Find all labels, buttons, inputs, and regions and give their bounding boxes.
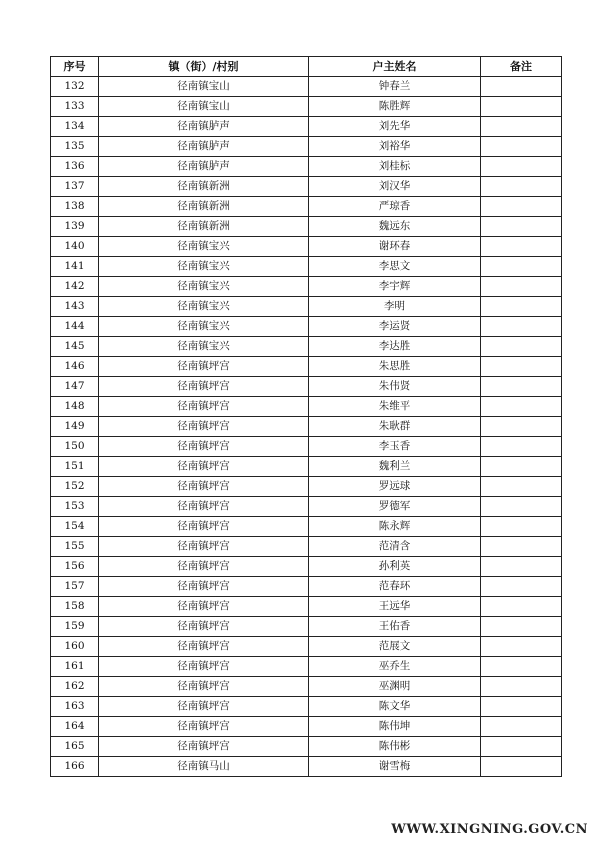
cell-householder-name: 刘裕华 [309, 137, 481, 157]
cell-remarks [481, 597, 562, 617]
cell-town-village: 径南镇坪宫 [99, 417, 309, 437]
cell-remarks [481, 757, 562, 777]
table-row [51, 117, 562, 137]
cell-remarks [481, 517, 562, 537]
table-row [51, 517, 562, 537]
cell-town-village: 径南镇宝兴 [99, 257, 309, 277]
cell-remarks [481, 637, 562, 657]
cell-remarks [481, 657, 562, 677]
table-row [51, 557, 562, 577]
cell-town-village: 径南镇坪宫 [99, 397, 309, 417]
table-row [51, 237, 562, 257]
cell-serial-number: 159 [51, 617, 99, 637]
cell-serial-number: 160 [51, 637, 99, 657]
table-row [51, 277, 562, 297]
cell-town-village: 径南镇坪宫 [99, 557, 309, 577]
cell-serial-number: 134 [51, 117, 99, 137]
cell-town-village: 径南镇坪宫 [99, 537, 309, 557]
cell-town-village: 径南镇新洲 [99, 177, 309, 197]
table-header-row [51, 57, 562, 77]
header-remarks: 备注 [481, 57, 562, 77]
cell-town-village: 径南镇坪宫 [99, 717, 309, 737]
cell-serial-number: 162 [51, 677, 99, 697]
cell-town-village: 径南镇坪宫 [99, 737, 309, 757]
cell-town-village: 径南镇新洲 [99, 197, 309, 217]
cell-town-village: 径南镇坪宫 [99, 457, 309, 477]
cell-town-village: 径南镇坪宫 [99, 617, 309, 637]
cell-town-village: 径南镇马山 [99, 757, 309, 777]
cell-serial-number: 154 [51, 517, 99, 537]
cell-householder-name: 朱思胜 [309, 357, 481, 377]
cell-remarks [481, 257, 562, 277]
cell-serial-number: 149 [51, 417, 99, 437]
cell-remarks [481, 117, 562, 137]
table-row [51, 657, 562, 677]
table-row [51, 137, 562, 157]
cell-town-village: 径南镇胪声 [99, 117, 309, 137]
table-row [51, 77, 562, 97]
cell-remarks [481, 217, 562, 237]
cell-remarks [481, 177, 562, 197]
cell-householder-name: 刘汉华 [309, 177, 481, 197]
cell-serial-number: 151 [51, 457, 99, 477]
cell-remarks [481, 577, 562, 597]
cell-town-village: 径南镇坪宫 [99, 517, 309, 537]
table-row [51, 97, 562, 117]
cell-remarks [481, 297, 562, 317]
table-row [51, 377, 562, 397]
header-town-village: 镇（街）/村别 [99, 57, 309, 77]
cell-householder-name: 谢雪梅 [309, 757, 481, 777]
table-row [51, 177, 562, 197]
cell-serial-number: 142 [51, 277, 99, 297]
table-row [51, 637, 562, 657]
cell-householder-name: 刘先华 [309, 117, 481, 137]
site-url-footer: WWW.XINGNING.GOV.CN [391, 822, 588, 837]
cell-serial-number: 166 [51, 757, 99, 777]
cell-serial-number: 147 [51, 377, 99, 397]
cell-serial-number: 145 [51, 337, 99, 357]
cell-householder-name: 罗远球 [309, 477, 481, 497]
cell-town-village: 径南镇坪宫 [99, 657, 309, 677]
table-row [51, 157, 562, 177]
cell-serial-number: 155 [51, 537, 99, 557]
cell-remarks [481, 337, 562, 357]
cell-householder-name: 陈文华 [309, 697, 481, 717]
cell-town-village: 径南镇新洲 [99, 217, 309, 237]
cell-town-village: 径南镇宝兴 [99, 237, 309, 257]
cell-town-village: 径南镇宝兴 [99, 337, 309, 357]
table-row [51, 437, 562, 457]
table-row [51, 457, 562, 477]
cell-serial-number: 158 [51, 597, 99, 617]
cell-town-village: 径南镇坪宫 [99, 637, 309, 657]
cell-householder-name: 巫乔生 [309, 657, 481, 677]
cell-serial-number: 132 [51, 77, 99, 97]
cell-householder-name: 陈永辉 [309, 517, 481, 537]
cell-serial-number: 139 [51, 217, 99, 237]
cell-town-village: 径南镇坪宫 [99, 697, 309, 717]
cell-remarks [481, 617, 562, 637]
cell-town-village: 径南镇坪宫 [99, 597, 309, 617]
table-body [51, 77, 562, 777]
header-householder-name: 户主姓名 [309, 57, 481, 77]
cell-town-village: 径南镇宝山 [99, 97, 309, 117]
cell-householder-name: 李宇辉 [309, 277, 481, 297]
cell-remarks [481, 377, 562, 397]
cell-householder-name: 李明 [309, 297, 481, 317]
cell-town-village: 径南镇坪宫 [99, 577, 309, 597]
cell-town-village: 径南镇坪宫 [99, 377, 309, 397]
cell-town-village: 径南镇坪宫 [99, 497, 309, 517]
cell-town-village: 径南镇坪宫 [99, 357, 309, 377]
cell-householder-name: 李思文 [309, 257, 481, 277]
cell-remarks [481, 497, 562, 517]
cell-remarks [481, 137, 562, 157]
cell-remarks [481, 457, 562, 477]
cell-serial-number: 135 [51, 137, 99, 157]
cell-serial-number: 164 [51, 717, 99, 737]
table-row [51, 417, 562, 437]
cell-serial-number: 146 [51, 357, 99, 377]
table-row [51, 397, 562, 417]
cell-remarks [481, 417, 562, 437]
cell-town-village: 径南镇宝兴 [99, 277, 309, 297]
cell-householder-name: 刘桂标 [309, 157, 481, 177]
table-row [51, 717, 562, 737]
table-row [51, 257, 562, 277]
cell-town-village: 径南镇宝山 [99, 77, 309, 97]
cell-town-village: 径南镇坪宫 [99, 437, 309, 457]
table-row [51, 757, 562, 777]
cell-serial-number: 133 [51, 97, 99, 117]
cell-remarks [481, 537, 562, 557]
cell-serial-number: 150 [51, 437, 99, 457]
cell-householder-name: 孙利英 [309, 557, 481, 577]
cell-remarks [481, 717, 562, 737]
cell-serial-number: 138 [51, 197, 99, 217]
table-row [51, 497, 562, 517]
cell-householder-name: 罗德军 [309, 497, 481, 517]
cell-householder-name: 钟春兰 [309, 77, 481, 97]
cell-serial-number: 161 [51, 657, 99, 677]
cell-householder-name: 王远华 [309, 597, 481, 617]
cell-householder-name: 巫渊明 [309, 677, 481, 697]
cell-householder-name: 范展文 [309, 637, 481, 657]
cell-town-village: 径南镇宝兴 [99, 317, 309, 337]
cell-town-village: 径南镇胪声 [99, 157, 309, 177]
cell-householder-name: 魏利兰 [309, 457, 481, 477]
cell-householder-name: 范春环 [309, 577, 481, 597]
cell-serial-number: 165 [51, 737, 99, 757]
cell-town-village: 径南镇胪声 [99, 137, 309, 157]
cell-serial-number: 143 [51, 297, 99, 317]
table-row [51, 537, 562, 557]
cell-remarks [481, 317, 562, 337]
cell-householder-name: 李达胜 [309, 337, 481, 357]
cell-serial-number: 148 [51, 397, 99, 417]
table-row [51, 577, 562, 597]
cell-serial-number: 163 [51, 697, 99, 717]
cell-householder-name: 朱伟贤 [309, 377, 481, 397]
table-row [51, 197, 562, 217]
cell-remarks [481, 557, 562, 577]
cell-remarks [481, 277, 562, 297]
cell-householder-name: 魏远东 [309, 217, 481, 237]
table-row [51, 477, 562, 497]
cell-serial-number: 157 [51, 577, 99, 597]
table-row [51, 617, 562, 637]
cell-serial-number: 140 [51, 237, 99, 257]
table-row [51, 357, 562, 377]
cell-serial-number: 136 [51, 157, 99, 177]
cell-householder-name: 朱维平 [309, 397, 481, 417]
cell-householder-name: 陈胜辉 [309, 97, 481, 117]
cell-remarks [481, 437, 562, 457]
cell-remarks [481, 737, 562, 757]
cell-remarks [481, 97, 562, 117]
cell-householder-name: 朱耿群 [309, 417, 481, 437]
table-row [51, 317, 562, 337]
table-row [51, 337, 562, 357]
cell-serial-number: 152 [51, 477, 99, 497]
cell-remarks [481, 477, 562, 497]
cell-householder-name: 谢环春 [309, 237, 481, 257]
cell-remarks [481, 157, 562, 177]
cell-householder-name: 王佑香 [309, 617, 481, 637]
cell-town-village: 径南镇宝兴 [99, 297, 309, 317]
cell-remarks [481, 697, 562, 717]
cell-remarks [481, 197, 562, 217]
cell-householder-name: 李运贤 [309, 317, 481, 337]
cell-remarks [481, 357, 562, 377]
cell-householder-name: 陈伟坤 [309, 717, 481, 737]
table-row [51, 737, 562, 757]
cell-town-village: 径南镇坪宫 [99, 477, 309, 497]
cell-householder-name: 李玉香 [309, 437, 481, 457]
cell-remarks [481, 77, 562, 97]
table-row [51, 217, 562, 237]
table-row [51, 677, 562, 697]
cell-householder-name: 陈伟彬 [309, 737, 481, 757]
cell-serial-number: 156 [51, 557, 99, 577]
cell-serial-number: 137 [51, 177, 99, 197]
cell-serial-number: 141 [51, 257, 99, 277]
cell-householder-name: 严琼香 [309, 197, 481, 217]
header-serial-number: 序号 [51, 57, 99, 77]
cell-serial-number: 153 [51, 497, 99, 517]
cell-householder-name: 范清含 [309, 537, 481, 557]
household-table [50, 56, 562, 777]
cell-serial-number: 144 [51, 317, 99, 337]
table-row [51, 297, 562, 317]
cell-remarks [481, 677, 562, 697]
cell-town-village: 径南镇坪宫 [99, 677, 309, 697]
cell-remarks [481, 397, 562, 417]
table-row [51, 697, 562, 717]
table-row [51, 597, 562, 617]
cell-remarks [481, 237, 562, 257]
